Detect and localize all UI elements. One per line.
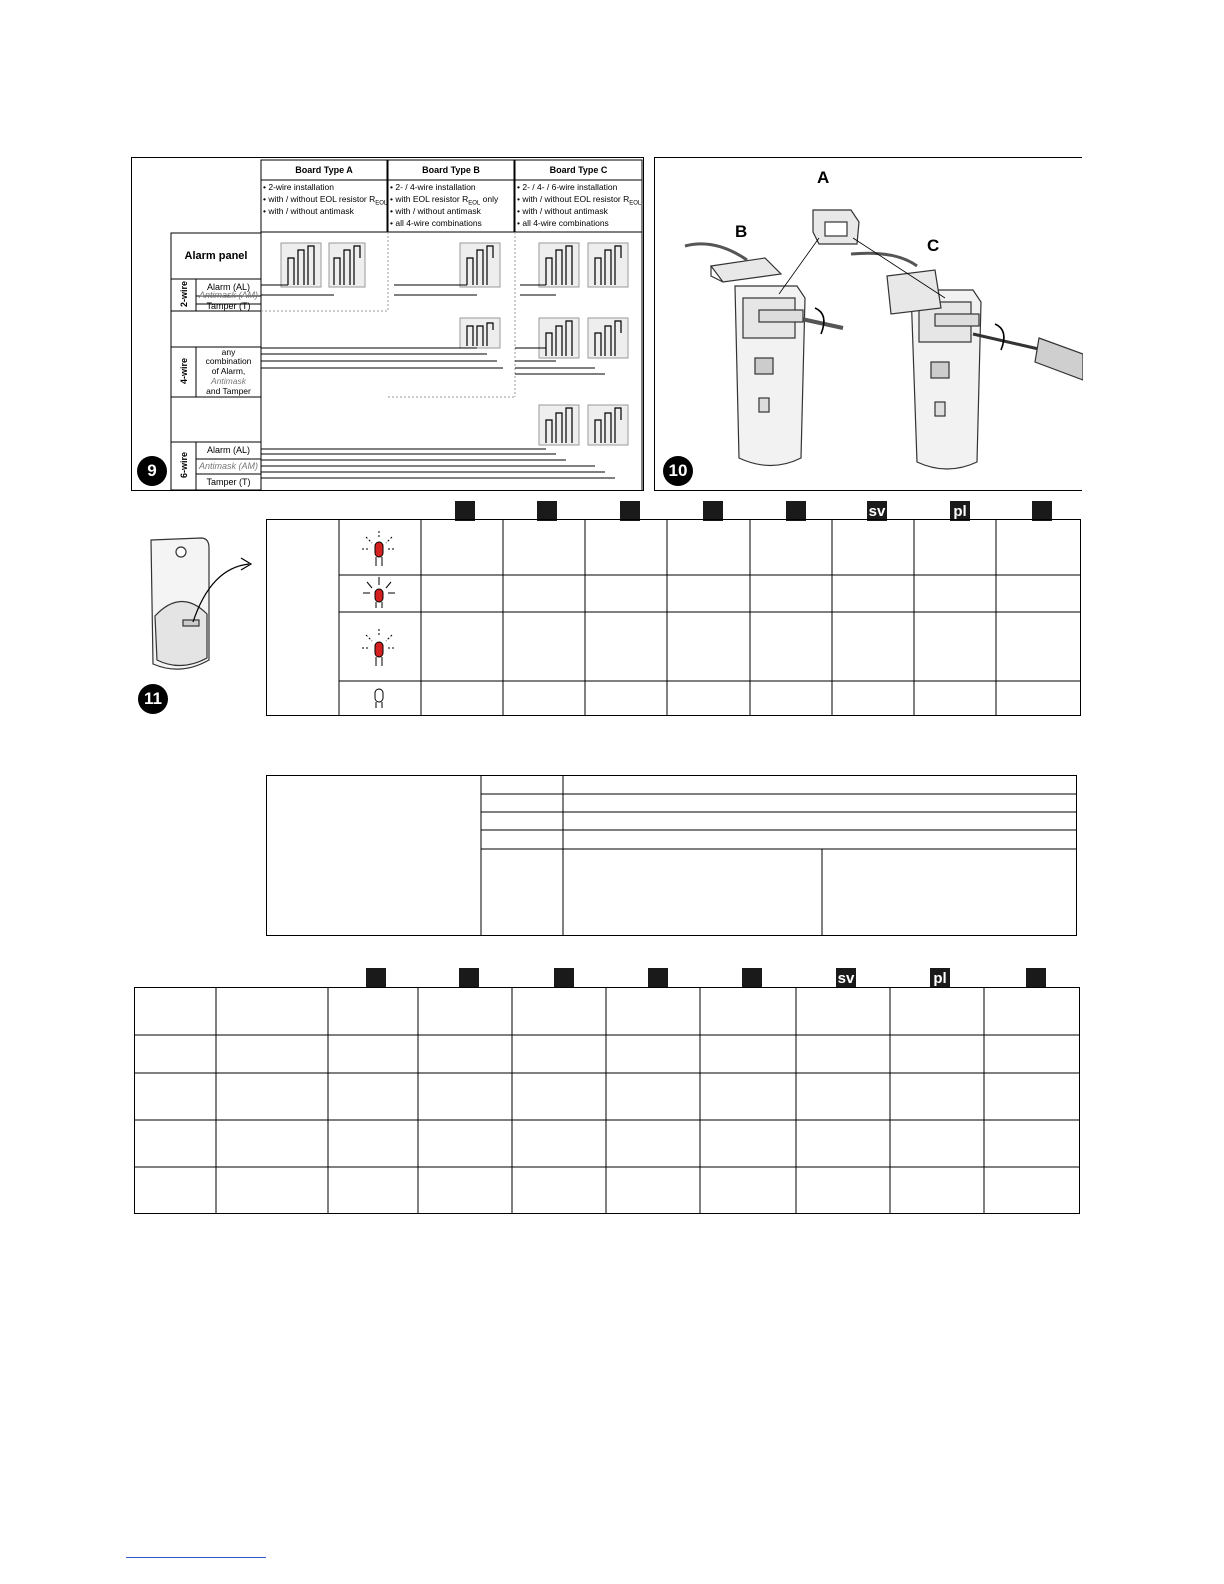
two-wire-label: 2-wire bbox=[179, 281, 189, 308]
board-type-c-title: Board Type C bbox=[549, 164, 608, 175]
led-flashing-icon bbox=[362, 629, 396, 666]
language-badge bbox=[742, 968, 762, 988]
bullet: • with / without antimask bbox=[390, 206, 481, 216]
language-badge bbox=[554, 968, 574, 988]
board-type-a-title: Board Type A bbox=[295, 164, 353, 175]
bullet: • 2-wire installation bbox=[263, 182, 335, 192]
language-badge: sv bbox=[837, 969, 855, 987]
language-badge bbox=[537, 501, 557, 521]
bullet: • 2- / 4-wire installation bbox=[390, 182, 476, 192]
part-label-b: B bbox=[735, 222, 748, 241]
bullet: • with / without EOL resistor $R_{EOL}$ bbox=[263, 194, 388, 207]
tamper-t-label-6wire: Tamper (T) bbox=[206, 476, 251, 487]
led-indication-table bbox=[266, 519, 1082, 717]
alarm-al-label-6wire: Alarm (AL) bbox=[206, 445, 250, 456]
eol-subscript: EOL bbox=[375, 200, 388, 207]
language-badge: pl bbox=[950, 501, 970, 521]
figure-number-10: 10 bbox=[663, 456, 693, 486]
detector-illustration bbox=[655, 158, 1083, 492]
part-label-c: C bbox=[927, 236, 940, 255]
figure-9-wiring-diagram bbox=[131, 157, 644, 491]
figure-number-11: 11 bbox=[138, 684, 168, 714]
bullet: • all 4-wire combinations bbox=[390, 218, 482, 228]
language-badge bbox=[459, 968, 479, 988]
six-wire-label: 6-wire bbox=[179, 452, 189, 479]
bullet: • 2- / 4- / 6-wire installation bbox=[517, 182, 618, 192]
led-blinking-icon bbox=[362, 531, 396, 566]
any-combination-label: any combination of Alarm, Antimask and Tamper bbox=[205, 346, 252, 396]
alarm-panel-label: Alarm panel bbox=[184, 249, 248, 262]
figure-10-detector-mounting bbox=[654, 157, 1082, 491]
figure-11-detector-front bbox=[131, 528, 261, 718]
figure-number-9: 9 bbox=[137, 456, 167, 486]
led-off-icon bbox=[375, 689, 383, 708]
language-badge bbox=[786, 501, 806, 521]
language-badge bbox=[703, 501, 723, 521]
language-badge: sv bbox=[868, 502, 886, 520]
language-badge bbox=[455, 501, 475, 521]
led-on-icon bbox=[363, 577, 395, 608]
board-type-b-bullets bbox=[390, 181, 498, 229]
board-type-b-title: Board Type B bbox=[422, 164, 480, 175]
language-badge bbox=[366, 968, 386, 988]
eol-subscript: EOL bbox=[629, 200, 642, 207]
antimask-am-label: Antimask (AM) bbox=[198, 289, 258, 300]
board-type-a-bullets bbox=[263, 181, 387, 217]
bullet: • all 4-wire combinations bbox=[517, 218, 609, 228]
specification-table bbox=[266, 775, 1078, 937]
four-wire-label: 4-wire bbox=[179, 358, 189, 385]
antimask-am-label-6wire: Antimask (AM) bbox=[198, 461, 258, 472]
bullet: • with / without EOL resistor $R_{EOL}$ bbox=[517, 194, 642, 207]
alarm-al-label: Alarm (AL) bbox=[206, 282, 250, 293]
bullet: • with / without antimask bbox=[263, 206, 354, 216]
multilingual-table bbox=[134, 987, 1082, 1216]
language-badge bbox=[648, 968, 668, 988]
footer-link-underline[interactable] bbox=[126, 1557, 266, 1558]
tamper-t-label: Tamper (T) bbox=[206, 300, 251, 311]
language-badge bbox=[1032, 501, 1052, 521]
bullet: • with EOL resistor $R_{EOL}$ only bbox=[390, 194, 499, 207]
bullet: • with / without antimask bbox=[517, 206, 608, 216]
eol-subscript: EOL bbox=[468, 200, 481, 207]
language-badge bbox=[1026, 968, 1046, 988]
board-type-c-bullets bbox=[517, 181, 641, 229]
part-label-a: A bbox=[817, 168, 830, 187]
language-badge: pl bbox=[930, 968, 950, 988]
language-badge bbox=[620, 501, 640, 521]
